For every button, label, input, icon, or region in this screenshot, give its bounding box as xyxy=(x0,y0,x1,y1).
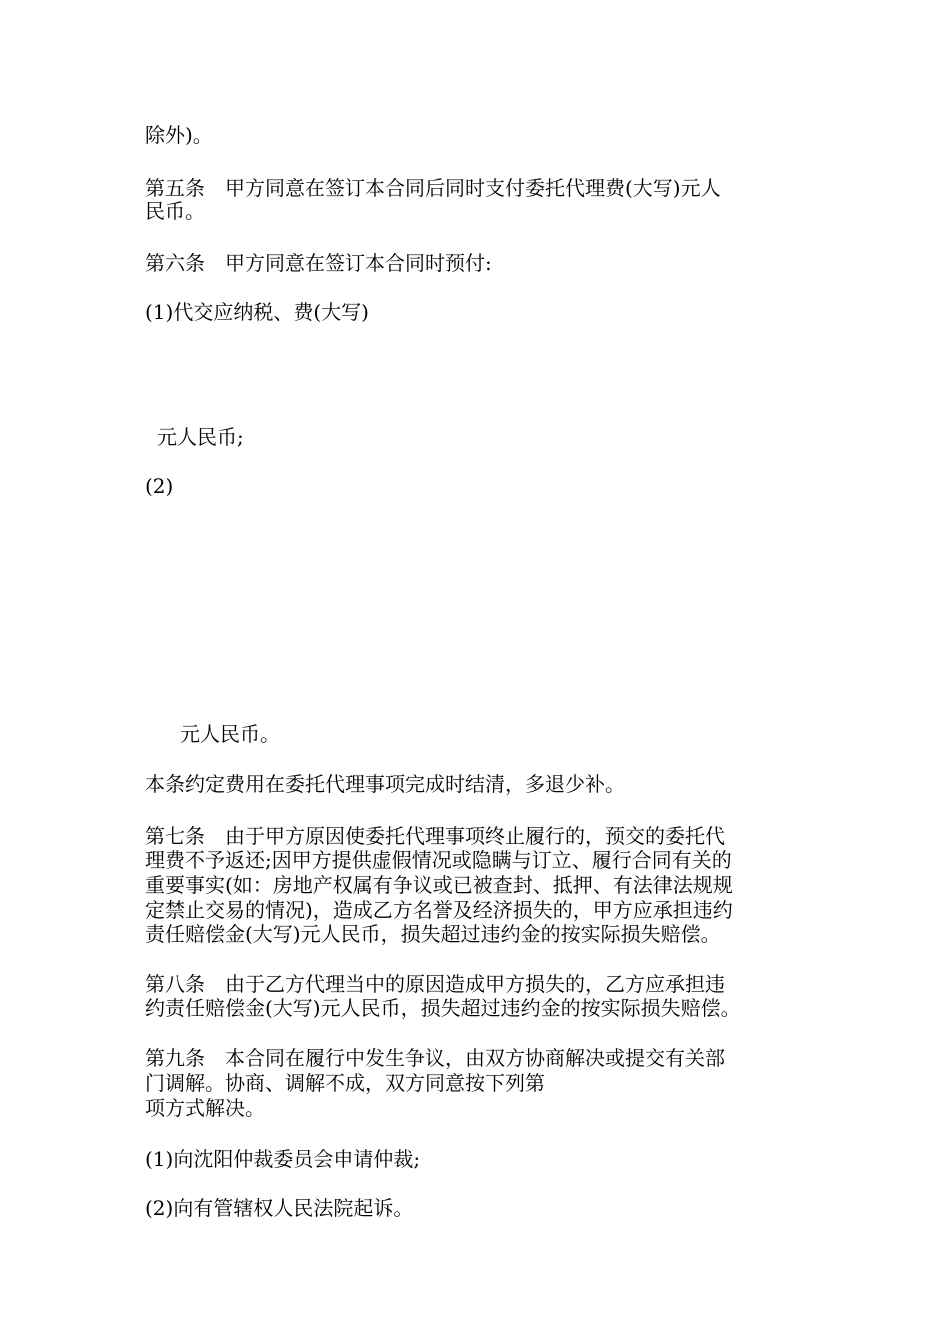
text-line: (2) xyxy=(145,474,174,498)
text-line: 除外)。 xyxy=(145,123,213,147)
text-line: 门调解。协商、调解不成，双方同意按下列第 xyxy=(145,1071,545,1095)
text-line: 责任赔偿金(大写)元人民币，损失超过违约金的按实际损失赔偿。 xyxy=(145,922,721,946)
text-line: (2)向有管辖权人民法院起诉。 xyxy=(145,1196,414,1220)
text-line: (1)向沈阳仲裁委员会申请仲裁; xyxy=(145,1147,421,1171)
text-line: 重要事实(如：房地产权属有争议或已被查封、抵押、有法律法规规 xyxy=(145,873,733,897)
text-line: 定禁止交易的情况)，造成乙方名誉及经济损失的，甲方应承担违约 xyxy=(145,898,733,922)
text-line: 元人民币; xyxy=(157,425,244,449)
text-line: 民币。 xyxy=(145,199,205,223)
text-line: 第六条 甲方同意在签订本合同时预付: xyxy=(145,251,492,275)
text-line: 第五条 甲方同意在签订本合同后同时支付委托代理费(大写)元人 xyxy=(145,176,721,200)
text-line: 第九条 本合同在履行中发生争议，由双方协商解决或提交有关部 xyxy=(145,1046,725,1070)
text-line: 项方式解决。 xyxy=(145,1096,265,1120)
text-line: (1)代交应纳税、费(大写) xyxy=(145,300,369,324)
text-line: 本条约定费用在委托代理事项完成时结清，多退少补。 xyxy=(145,772,625,796)
text-line: 第七条 由于甲方原因使委托代理事项终止履行的，预交的委托代 xyxy=(145,824,725,848)
text-line: 元人民币。 xyxy=(180,722,280,746)
text-line: 理费不予返还;因甲方提供虚假情况或隐瞒与订立、履行合同有关的 xyxy=(145,848,732,872)
text-line: 约责任赔偿金(大写)元人民币，损失超过违约金的按实际损失赔偿。 xyxy=(145,996,741,1020)
text-line: 第八条 由于乙方代理当中的原因造成甲方损失的，乙方应承担违 xyxy=(145,972,725,996)
